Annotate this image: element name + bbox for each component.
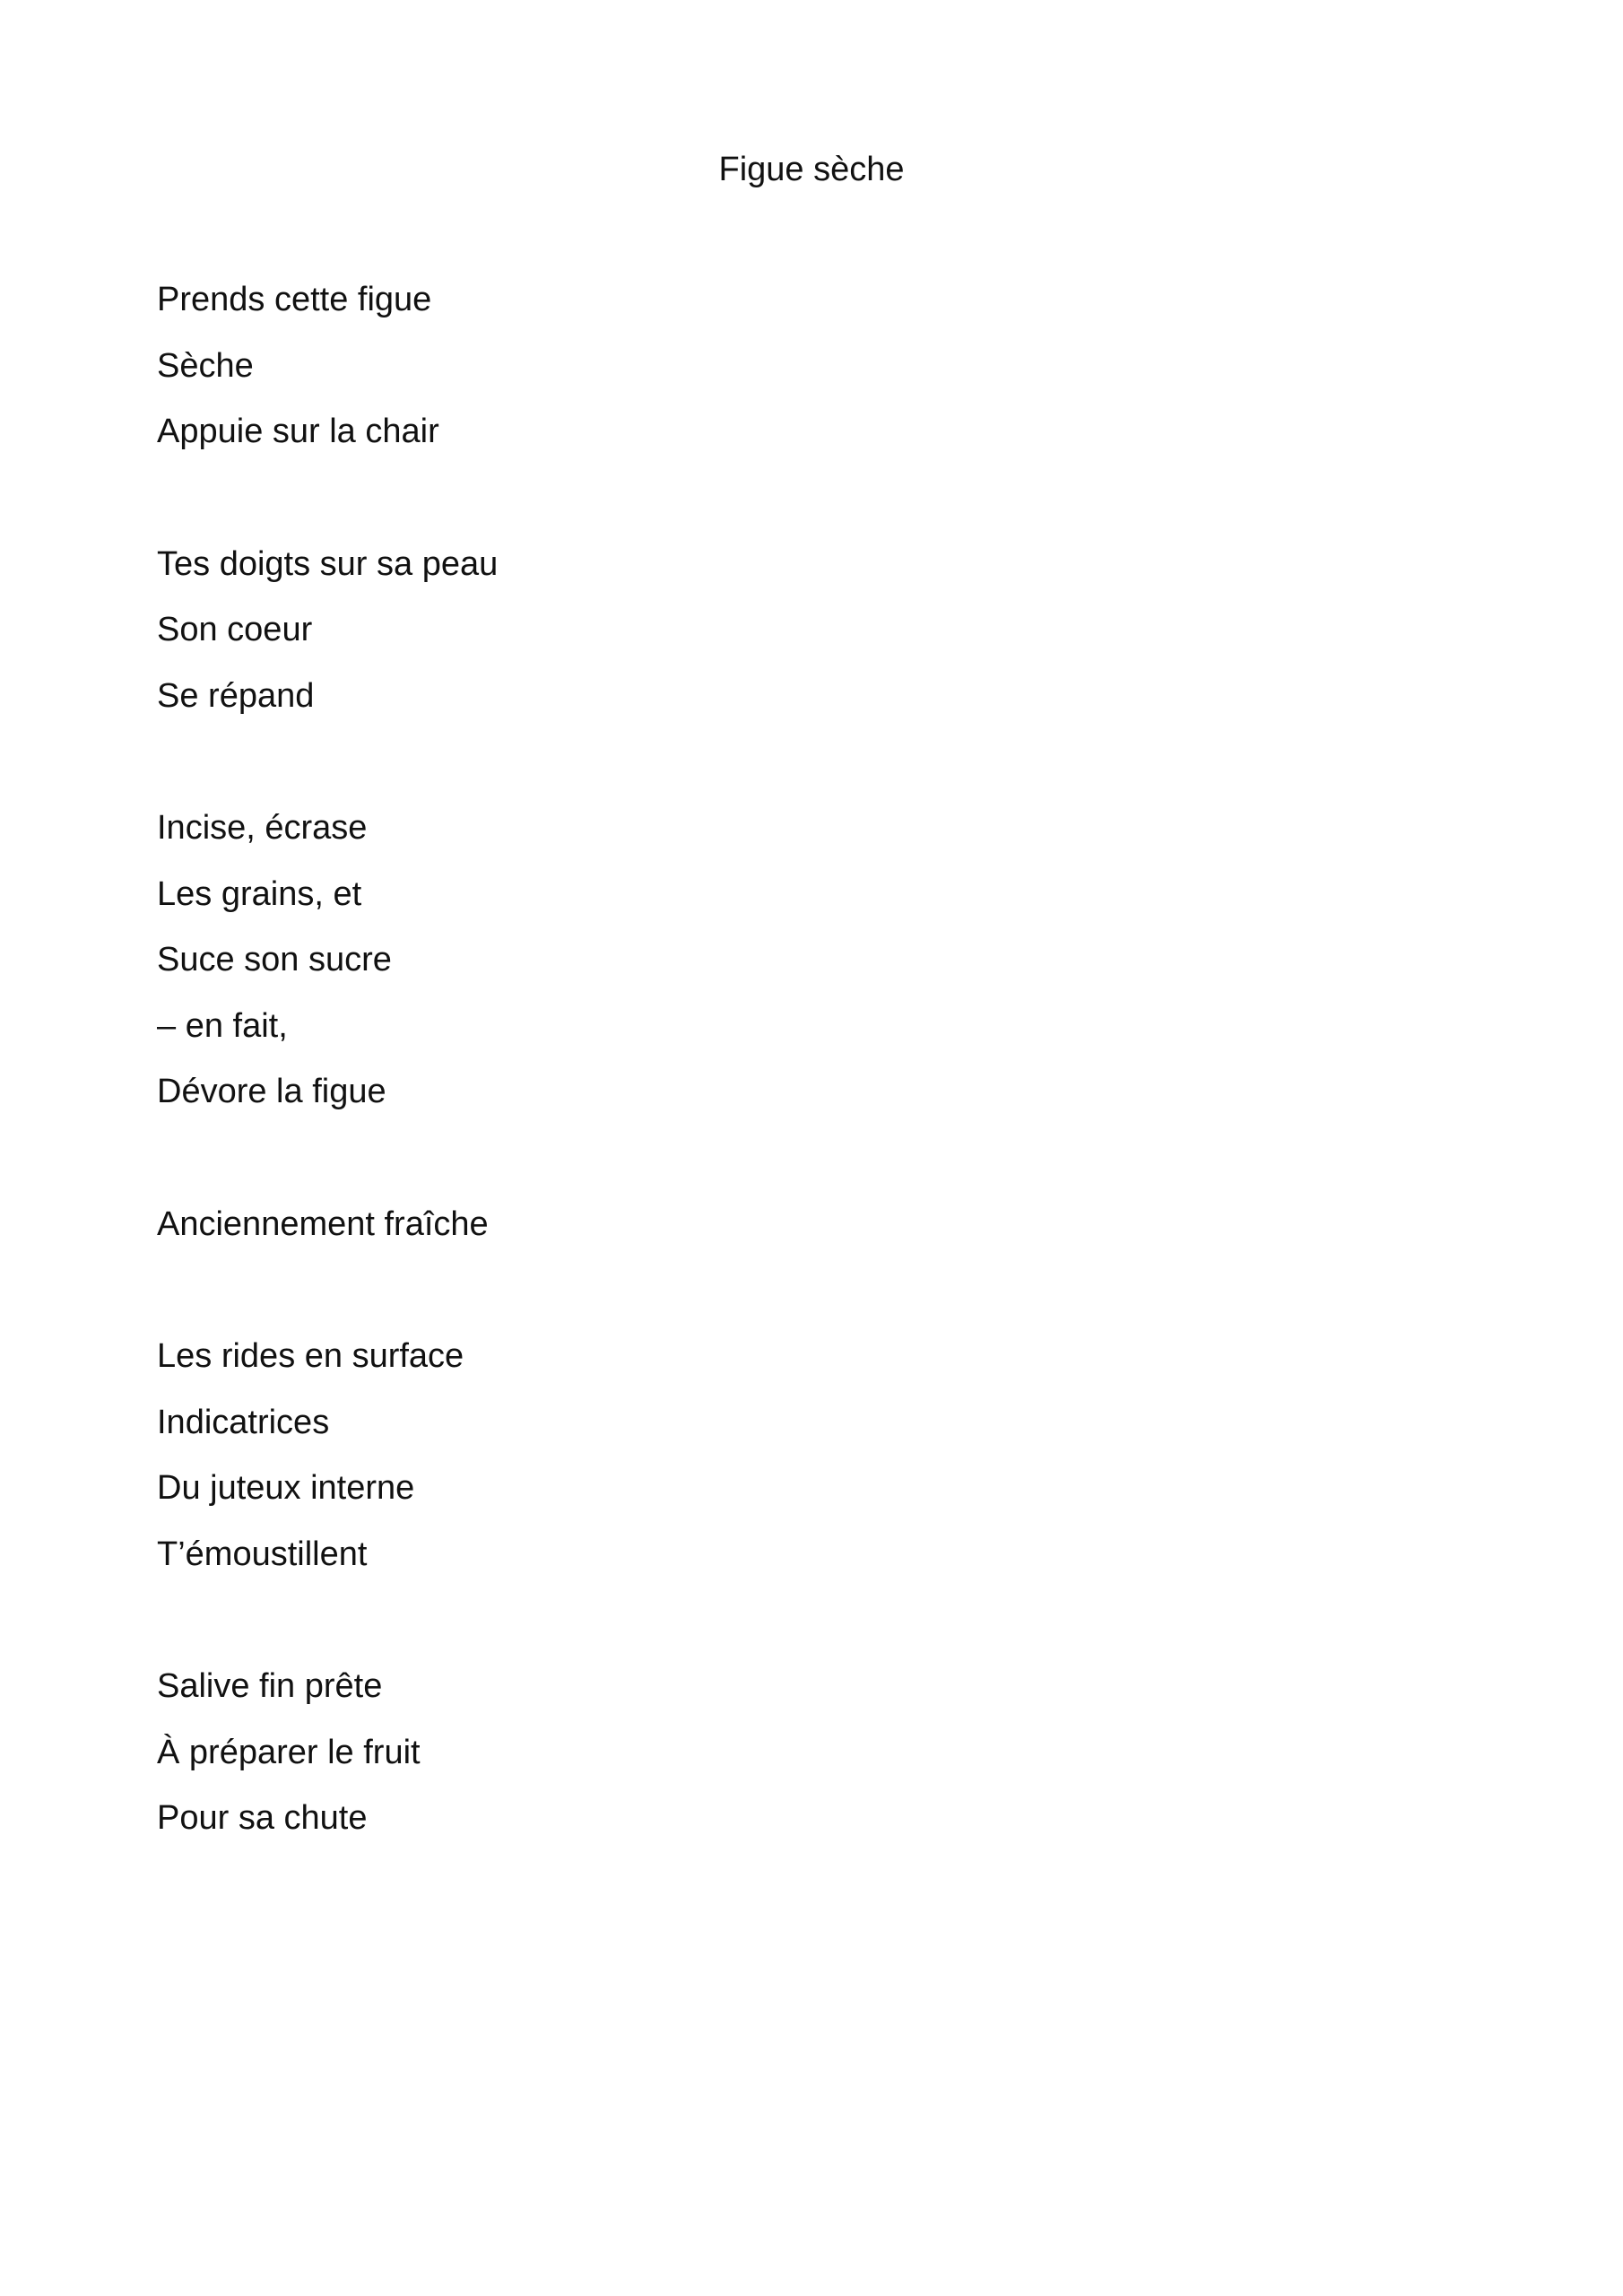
poem-line: Anciennement fraîche <box>157 1205 489 1243</box>
poem-line: Appuie sur la chair <box>157 413 439 450</box>
poem-line: Dévore la figue <box>157 1073 386 1110</box>
poem-title: Figue sèche <box>718 151 905 188</box>
stanza-6 <box>157 1663 1412 1861</box>
poem-line: Sèche <box>157 346 254 385</box>
poem-line: Les rides en surface <box>157 1337 464 1375</box>
poem-line: – en fait, <box>157 1006 288 1045</box>
stanza-4 <box>157 1201 1412 1267</box>
poem-line: Se répand <box>157 676 315 715</box>
stanza-2 <box>157 541 1412 739</box>
poem-line: Salive fin prête <box>157 1667 383 1705</box>
poem-line: Indicatrices <box>157 1403 330 1441</box>
poem-line: Son coeur <box>157 611 313 648</box>
poem-body <box>157 276 1412 1927</box>
poem-line: Suce son sucre <box>157 941 392 978</box>
poem-line: Tes doigts sur sa peau <box>157 544 499 583</box>
poem-line: Pour sa chute <box>157 1799 368 1837</box>
poem-line: T’émoustillent <box>157 1535 368 1573</box>
poem-line: À préparer le fruit <box>157 1733 421 1771</box>
stanza-1 <box>157 276 1412 474</box>
poem-line: Prends cette figue <box>157 281 432 318</box>
poem-line: Les grains, et <box>157 874 362 913</box>
stanza-3 <box>157 804 1412 1135</box>
poem-line: Incise, écrase <box>157 809 368 847</box>
stanza-5 <box>157 1333 1412 1596</box>
poem-line: Du juteux interne <box>157 1469 415 1507</box>
